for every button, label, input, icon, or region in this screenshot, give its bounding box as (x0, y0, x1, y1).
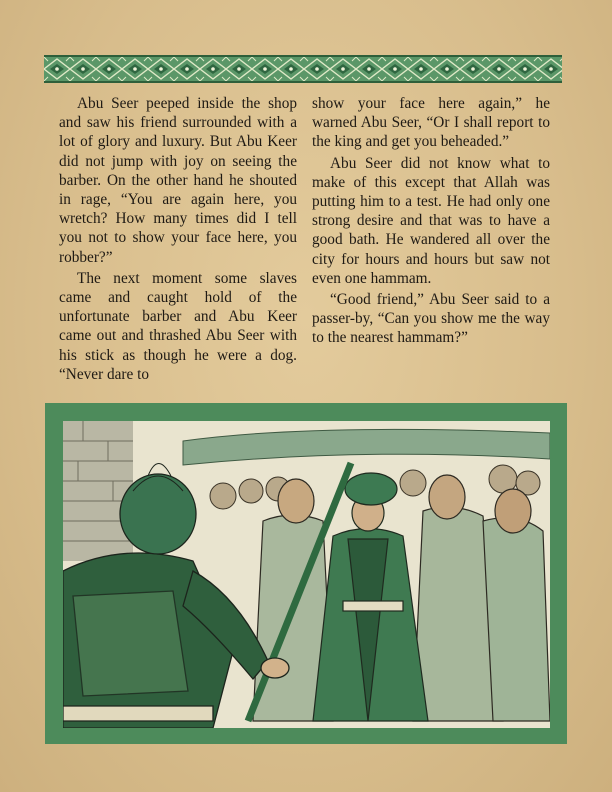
story-illustration (45, 403, 567, 744)
paragraph: Abu Seer did not know what to make of this except that Allah was putting him to a test. He had only one strong desire and that was to have a good bath. He wandered all over the city for hours and hours but saw not even one hammam. (312, 154, 550, 287)
decorative-border-band (44, 55, 562, 83)
paragraph: The next moment some slaves came and caught hold of the unfortunate barber and Abu Keer came out and thrashed Abu Seer with his stick as though he were a dog. “Never dare to (59, 269, 297, 383)
text-column-left (59, 94, 297, 384)
paragraph: Abu Seer peeped inside the shop and saw his friend surrounded with a lot of glory and luxury. But Abu Keer did not jump with joy on seeing the barber. On the other hand he shouted in rage, “You are again here, you wretch? How many times did I tell you not to show your face here, you robber?” (59, 95, 297, 266)
crowd-scene-picture (63, 421, 550, 728)
paragraph: “Good friend,” Abu Seer said to a passer-by, “Can you show me the way to the nearest hammam?” (312, 291, 550, 347)
text-column-right (312, 94, 550, 348)
paragraph: show your face here again,” he warned Abu Seer, “Or I shall report to the king and get you beheaded.” (312, 95, 550, 151)
ornament-pattern-icon (44, 57, 562, 81)
illustration-scene (63, 421, 550, 728)
